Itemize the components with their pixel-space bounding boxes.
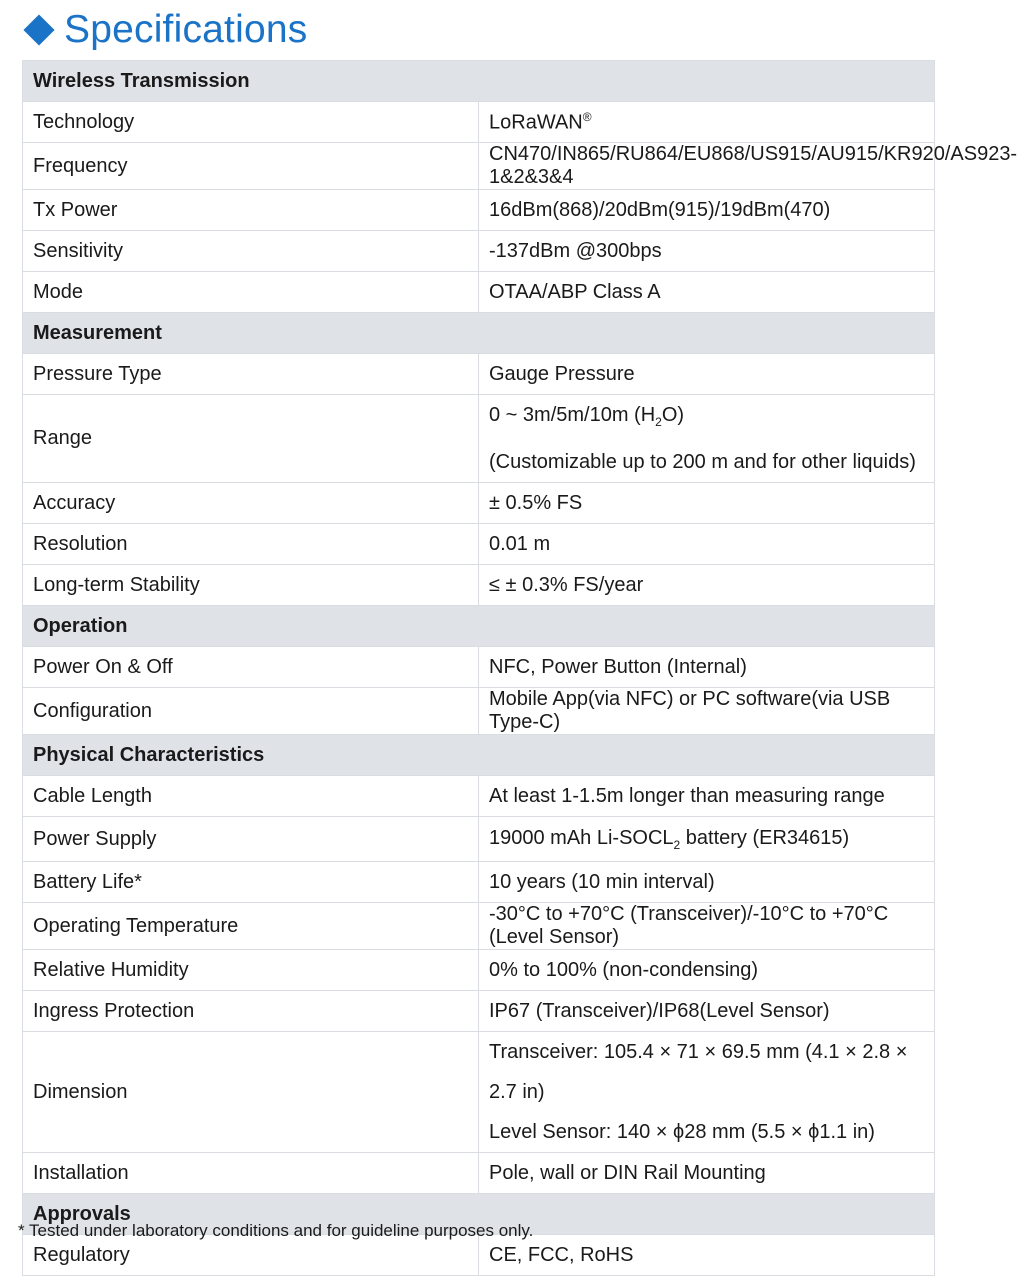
table-row (23, 1153, 935, 1194)
range-text: 0 ~ 3m/5m/10m (H (489, 404, 656, 426)
spec-value: 0.01 m (479, 524, 935, 565)
spec-value: Mobile App(via NFC) or PC software(via USB Type-C) (479, 688, 935, 735)
power-supply-text-end: battery (ER34615) (680, 826, 850, 849)
table-row (23, 991, 935, 1032)
page-title-text: Specifications (64, 8, 308, 51)
table-row (23, 862, 935, 903)
table-row (23, 143, 935, 190)
spec-value-line (489, 395, 924, 442)
page-title (18, 4, 307, 56)
spec-value (479, 1032, 935, 1153)
table-row (23, 395, 935, 483)
spec-value (479, 817, 935, 862)
spec-value-line: Level Sensor: 140 × ϕ28 mm (5.5 × ϕ1.1 in) (489, 1121, 875, 1143)
section-row (23, 313, 935, 354)
spec-label: Configuration (23, 688, 479, 735)
section-row (23, 735, 935, 776)
spec-label: Mode (23, 272, 479, 313)
spec-value: NFC, Power Button (Internal) (479, 647, 935, 688)
spec-label: Technology (23, 102, 479, 143)
table-row (23, 688, 935, 735)
spec-value: -137dBm @300bps (479, 231, 935, 272)
spec-value-line: Transceiver: 105.4 × 71 × 69.5 mm (4.1 × 2.8 × 2.7 in) (489, 1041, 908, 1103)
diamond-icon (23, 14, 54, 45)
spec-label: Accuracy (23, 483, 479, 524)
spec-label: Installation (23, 1153, 479, 1194)
spec-label: Dimension (23, 1032, 479, 1153)
section-heading-wireless: Wireless Transmission (23, 61, 935, 102)
section-heading-operation: Operation (23, 606, 935, 647)
table-row (23, 565, 935, 606)
subscript: 2 (673, 837, 681, 852)
spec-value: 16dBm(868)/20dBm(915)/19dBm(470) (479, 190, 935, 231)
spec-label: Ingress Protection (23, 991, 479, 1032)
table-row (23, 817, 935, 862)
spec-value: -30°C to +70°C (Transceiver)/-10°C to +70°C (Level Sensor) (479, 903, 935, 950)
spec-label: Cable Length (23, 776, 479, 817)
table-row (23, 903, 935, 950)
spec-label: Pressure Type (23, 354, 479, 395)
spec-value: Pole, wall or DIN Rail Mounting (479, 1153, 935, 1194)
spec-label: Operating Temperature (23, 903, 479, 950)
spec-value: CE, FCC, RoHS (479, 1235, 935, 1276)
subscript: 2 (655, 415, 662, 429)
spec-value: IP67 (Transceiver)/IP68(Level Sensor) (479, 991, 935, 1032)
table-row (23, 776, 935, 817)
spec-label: Range (23, 395, 479, 483)
spec-value (479, 395, 935, 483)
table-row (23, 950, 935, 991)
spec-label: Power Supply (23, 817, 479, 862)
registered-mark: ® (582, 109, 592, 124)
table-row (23, 231, 935, 272)
power-supply-text: 19000 mAh Li-SOCL (489, 826, 674, 849)
spec-value: At least 1-1.5m longer than measuring range (479, 776, 935, 817)
section-row (23, 61, 935, 102)
spec-label: Long-term Stability (23, 565, 479, 606)
spec-label: Sensitivity (23, 231, 479, 272)
spec-value: OTAA/ABP Class A (479, 272, 935, 313)
spec-value: 10 years (10 min interval) (479, 862, 935, 903)
section-row (23, 606, 935, 647)
spec-table (22, 60, 1017, 1276)
range-text-end: O) (661, 404, 685, 426)
spec-label: Frequency (23, 143, 479, 190)
spec-label: Relative Humidity (23, 950, 479, 991)
section-heading-measurement: Measurement (23, 313, 935, 354)
table-row (23, 354, 935, 395)
table-row (23, 524, 935, 565)
spec-value: CN470/IN865/RU864/EU868/US915/AU915/KR920/AS923-1&2&3&4 (479, 143, 935, 190)
table-row (23, 1032, 935, 1153)
spec-value: 0% to 100% (non-condensing) (479, 950, 935, 991)
spec-label: Power On & Off (23, 647, 479, 688)
table-row (23, 190, 935, 231)
section-heading-approvals: Approvals (23, 1194, 935, 1235)
spec-label: Regulatory (23, 1235, 479, 1276)
spec-label: Resolution (23, 524, 479, 565)
table-row (23, 483, 935, 524)
spec-value-line: (Customizable up to 200 m and for other liquids) (489, 451, 916, 473)
footnote: * Tested under laboratory conditions and for guideline purposes only. (18, 1221, 534, 1240)
table-row (23, 647, 935, 688)
spec-label: Tx Power (23, 190, 479, 231)
spec-value: ≤ ± 0.3% FS/year (479, 565, 935, 606)
spec-value: Gauge Pressure (479, 354, 935, 395)
spec-value-text: LoRaWAN (489, 111, 583, 134)
spec-value: ± 0.5% FS (479, 483, 935, 524)
section-heading-physical: Physical Characteristics (23, 735, 935, 776)
table-row (23, 102, 935, 143)
spec-value (479, 102, 935, 143)
spec-label: Battery Life* (23, 862, 479, 903)
table-row (23, 272, 935, 313)
